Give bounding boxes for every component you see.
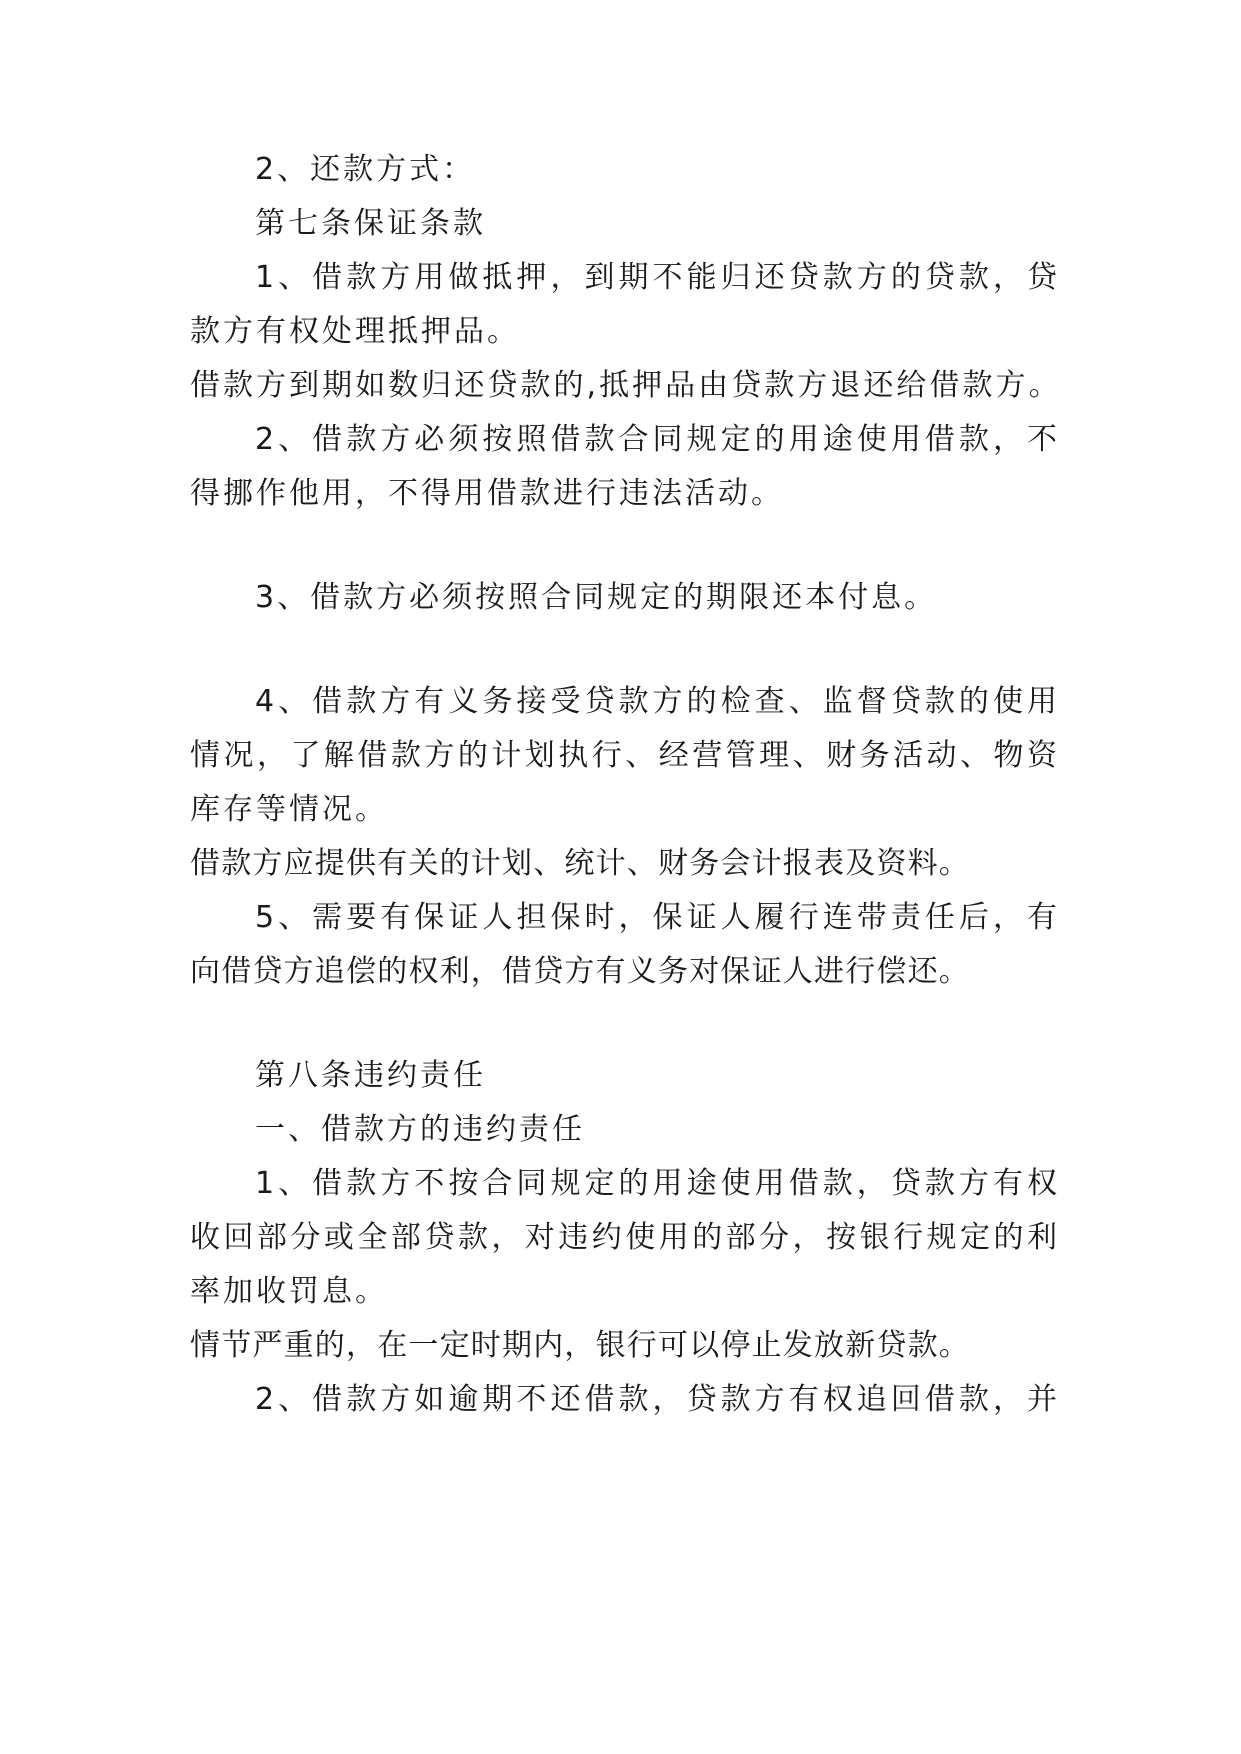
clause-7-2-line-1: 2、借款方必须按照借款合同规定的用途使用借款，不 (255, 422, 1060, 457)
clause-7-4-line-1: 4、借款方有义务接受贷款方的检查、监督贷款的使用 (255, 684, 1060, 719)
clause-7-5-line-2: 向借贷方追偿的权利，借贷方有义务对保证人进行偿还。 (190, 954, 970, 989)
clause-7-5-line-1: 5、需要有保证人担保时，保证人履行连带责任后，有 (255, 900, 1060, 935)
section-8-1-heading: 一、借款方的违约责任 (255, 1112, 585, 1147)
clause-8-1-line-1: 1、借款方不按合同规定的用途使用借款，贷款方有权 (255, 1166, 1060, 1201)
clause-7-4-line-4: 借款方应提供有关的计划、统计、财务会计报表及资料。 (190, 846, 970, 881)
clause-7-4-line-3: 库存等情况。 (190, 792, 388, 827)
clause-8-2-line-1: 2、借款方如逾期不还借款，贷款方有权追回借款，并 (255, 1382, 1060, 1417)
repayment-method-line: 2、还款方式： (255, 152, 476, 187)
clause-7-2-line-2: 得挪作他用，不得用借款进行违法活动。 (190, 476, 784, 511)
clause-7-1-line-2: 款方有权处理抵押品。 (190, 314, 520, 349)
article-8-heading: 第八条违约责任 (255, 1058, 486, 1093)
clause-8-1-line-4: 情节严重的，在一定时期内，银行可以停止发放新贷款。 (190, 1328, 970, 1363)
clause-8-1-line-3: 率加收罚息。 (190, 1274, 388, 1309)
clause-7-4-line-2: 情况，了解借款方的计划执行、经营管理、财务活动、物资 (190, 738, 1060, 773)
clause-7-3-line: 3、借款方必须按照合同规定的期限还本付息。 (255, 580, 938, 615)
clause-8-1-line-2: 收回部分或全部贷款，对违约使用的部分，按银行规定的利 (190, 1220, 1060, 1255)
clause-7-1-line-1: 1、借款方用做抵押，到期不能归还贷款方的贷款，贷 (255, 260, 1060, 295)
clause-7-1-line-3: 借款方到期如数归还贷款的,抵押品由贷款方退还给借款方。 (190, 368, 1060, 403)
article-7-heading: 第七条保证条款 (255, 206, 486, 241)
